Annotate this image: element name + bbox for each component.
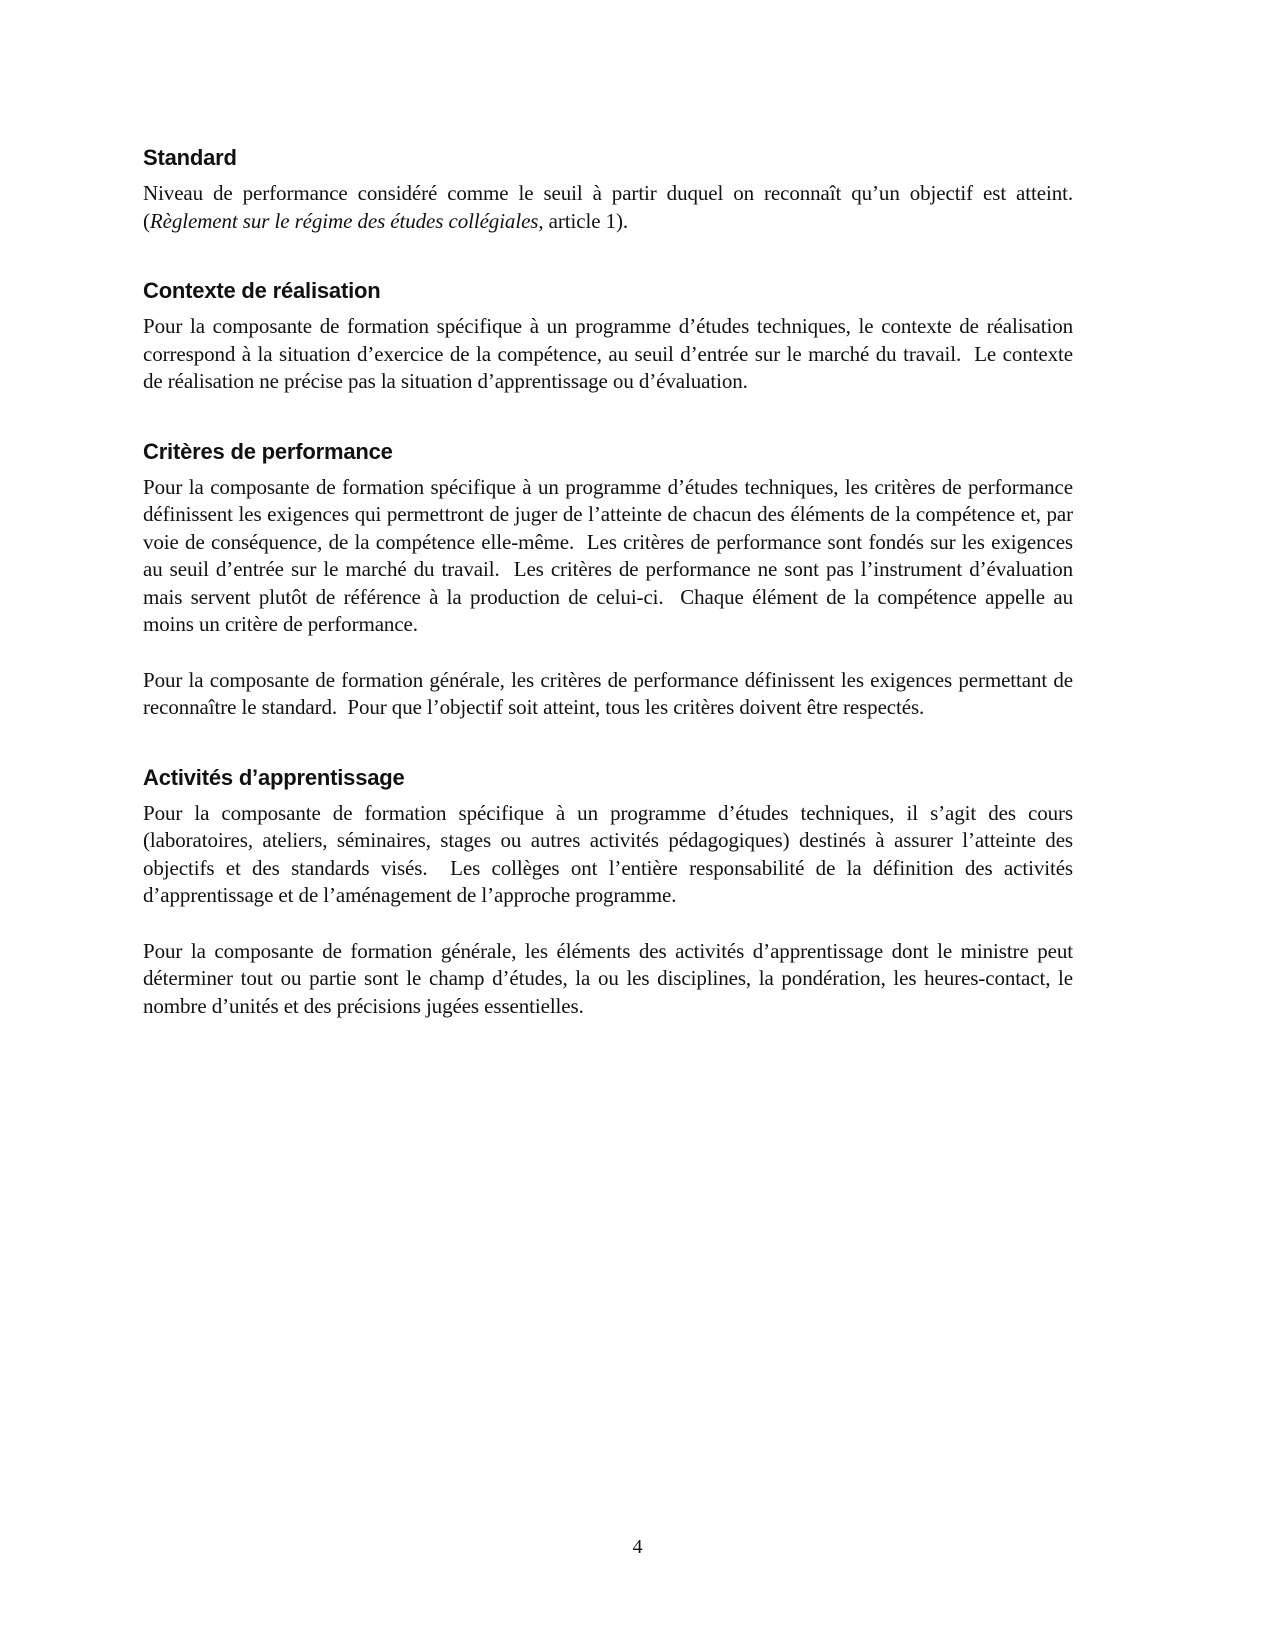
paragraph-standard <box>143 180 1073 235</box>
paragraph-criteres-1: Pour la composante de formation spécifique à un programme d’études techniques, les critères de performance définissent les exigences qui permettront de juger de l’atteinte de chacun des éléments de la compétence et, par voie de conséquence, de la compétence elle-même. Les critères de performance sont fondés sur les exigences au seuil d’entrée sur le marché du travail. Les critères de performance ne sont pas l’instrument d’évaluation mais servent plutôt de référence à la production de celui-ci. Chaque élément de la compétence appelle au moins un critère de performance. <box>143 474 1073 636</box>
paragraph-activites-2: Pour la composante de formation générale, les éléments des activités d’apprentissage dont le ministre peut déterminer tout ou partie sont le champ d’études, la ou les disciplines, la pondération, les heures-contact, le nombre d’unités et des précisions jugées essentielles. <box>143 938 1073 1018</box>
page-content <box>143 146 1073 1020</box>
paragraph-criteres-2: Pour la composante de formation générale, les critères de performance définissent les exigences permettant de reconnaître le standard. Pour que l’objectif soit atteint, tous les critères doivent être respectés. <box>143 667 1073 719</box>
section-heading-criteres: Critères de performance <box>143 438 393 464</box>
section-heading-contexte: Contexte de réalisation <box>143 278 381 303</box>
section-heading-activites: Activités d’apprentissage <box>143 764 405 790</box>
page-footer <box>0 1536 1275 1559</box>
paragraph-contexte-1: Pour la composante de formation spécifique à un programme d’études techniques, le contexte de réalisation correspond à la situation d’exercice de la compétence, au seuil d’entrée sur le marché du travail. Le contexte de réalisation ne précise pas la situation d’apprentissage ou d’évaluation. <box>143 314 1073 393</box>
paragraph-text: , article 1). <box>538 208 629 233</box>
section-contexte-de-realisation <box>143 279 1073 396</box>
regulation-title-italic: Règlement sur le régime des études collégiales <box>149 208 539 233</box>
paragraph-text: Niveau de performance considéré comme le seuil à partir duquel on reconnaît qu’un objectif est atteint. ( <box>143 181 1073 233</box>
section-standard <box>143 146 1073 235</box>
section-heading-standard: Standard <box>143 145 237 170</box>
section-criteres-de-performance <box>143 440 1073 722</box>
paragraph-activites-1: Pour la composante de formation spécifique à un programme d’études techniques, il s’agit des cours (laboratoires, ateliers, séminaires, stages ou autres activités pédagogiques) destinés à assurer l’atteinte des objectifs et des standards visés. Les collèges ont l’entière responsabilité de la définition des activités d’apprentissage et de l’aménagement de l’approche programme. <box>143 800 1073 907</box>
page-number: 4 <box>632 1536 643 1558</box>
section-activites-apprentissage <box>143 766 1073 1021</box>
